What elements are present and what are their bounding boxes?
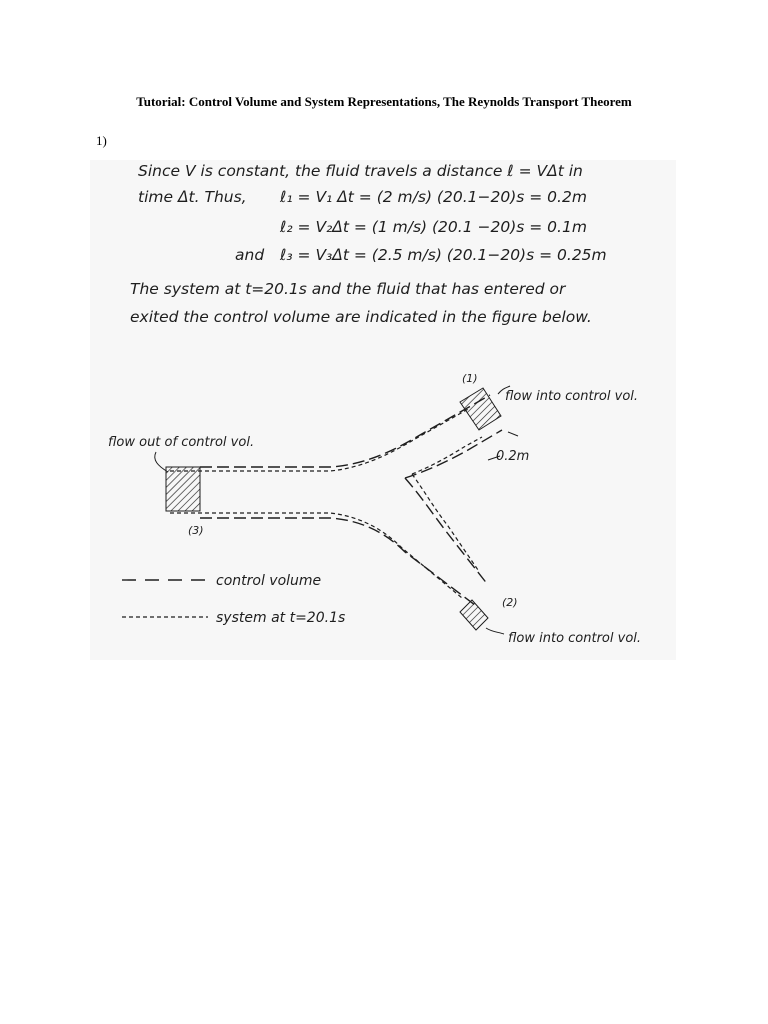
document-title: Tutorial: Control Volume and System Representations, The Reynolds Transport Theorem xyxy=(136,94,632,109)
outlet-3-hatch xyxy=(166,467,200,511)
inlet-1-hatch xyxy=(460,388,501,430)
solution-line-2a: time Δt. Thus, xyxy=(138,188,247,206)
flow-in-2-leader xyxy=(486,628,504,634)
y-pipe-figure xyxy=(90,160,676,660)
dimension-arrow-top xyxy=(508,432,518,436)
label-flow-out: flow out of control vol. xyxy=(108,435,255,450)
solution-line-6: exited the control volume are indicated in the figure below. xyxy=(130,308,592,326)
label-section-3: (3) xyxy=(188,524,204,537)
solution-line-5: The system at t=20.1s and the fluid that has entered or xyxy=(130,280,566,298)
label-dimension: 0.2m xyxy=(496,449,530,464)
inlet-2-hatch xyxy=(460,600,488,630)
solution-line-2b: ℓ₁ = V₁ Δt = (2 m/s) (20.1−20)s = 0.2m xyxy=(280,188,587,206)
legend xyxy=(122,573,345,626)
legend-sys-label: system at t=20.1s xyxy=(216,610,346,626)
handwritten-solution-scan xyxy=(90,160,676,660)
solution-line-1: Since V is constant, the fluid travels a distance ℓ = VΔt in xyxy=(138,162,583,180)
solution-line-4b: ℓ₃ = V₃Δt = (2.5 m/s) (20.1−20)s = 0.25m xyxy=(280,246,607,264)
question-number: 1) xyxy=(96,133,107,148)
solution-line-4a: and xyxy=(235,246,265,264)
solution-line-3: ℓ₂ = V₂Δt = (1 m/s) (20.1 −20)s = 0.1m xyxy=(280,218,587,236)
label-section-2: (2) xyxy=(502,596,518,609)
label-flow-in-2: flow into control vol. xyxy=(508,631,642,646)
legend-cv-label: control volume xyxy=(216,573,322,589)
label-flow-in-1: flow into control vol. xyxy=(505,389,639,404)
label-section-1: (1) xyxy=(462,372,478,385)
